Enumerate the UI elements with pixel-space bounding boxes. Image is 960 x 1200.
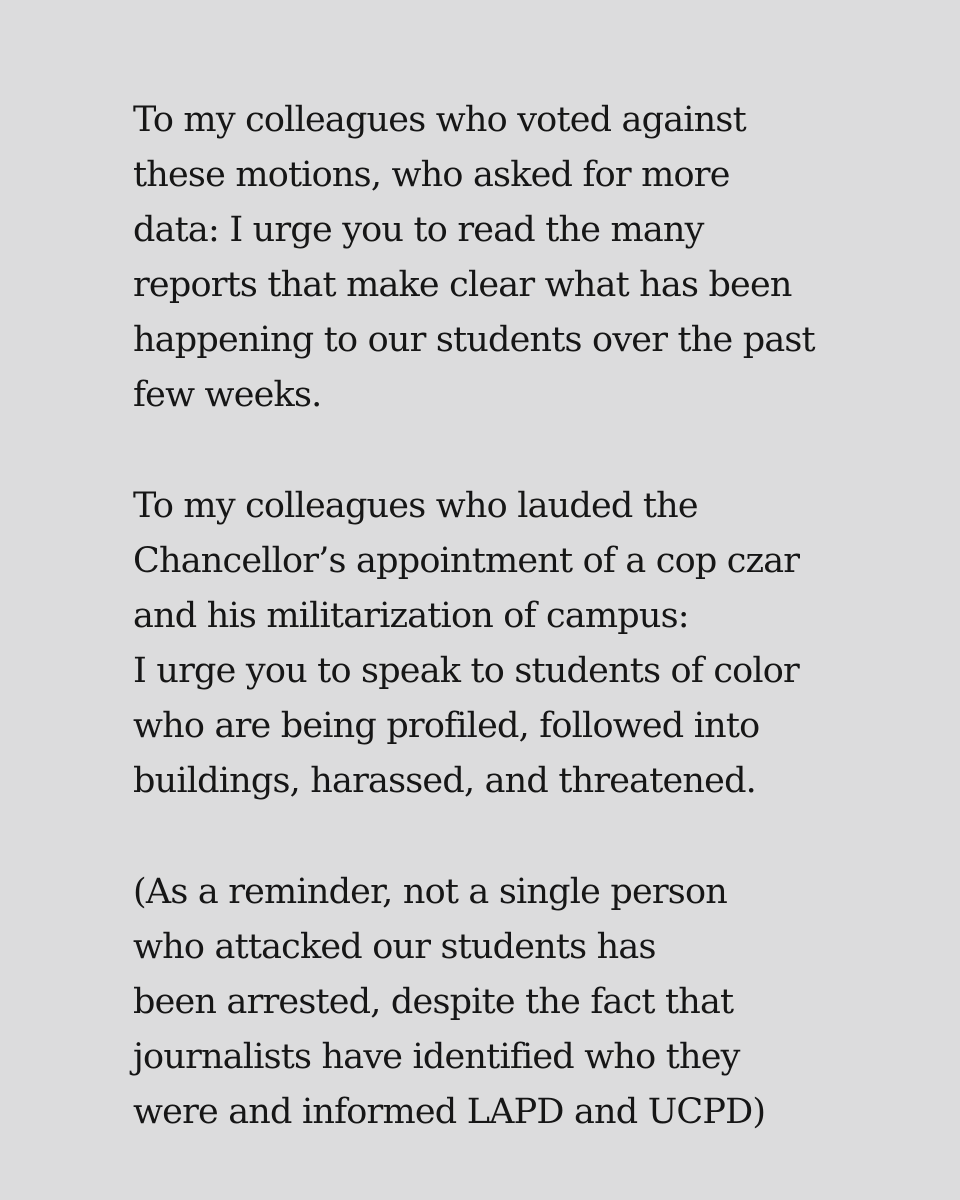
text-line: few weeks. bbox=[133, 375, 322, 415]
text-line: reports that make clear what has been bbox=[133, 265, 792, 305]
text-line: To my colleagues who lauded the bbox=[133, 486, 698, 526]
paragraph-reminder bbox=[133, 865, 913, 1140]
text-line: buildings, harassed, and threatened. bbox=[133, 761, 757, 801]
text-line: happening to our students over the past bbox=[133, 320, 815, 360]
paragraph-colleagues-data bbox=[133, 93, 913, 423]
text-line: data: I urge you to read the many bbox=[133, 210, 704, 250]
text-line: were and informed LAPD and UCPD) bbox=[133, 1092, 766, 1132]
text-line: journalists have identified who they bbox=[133, 1037, 740, 1077]
text-line: To my colleagues who voted against bbox=[133, 100, 746, 140]
text-line: who attacked our students has bbox=[133, 927, 656, 967]
text-line: been arrested, despite the fact that bbox=[133, 982, 734, 1022]
text-line: who are being profiled, followed into bbox=[133, 706, 760, 746]
paragraph-spacer bbox=[133, 423, 913, 479]
paragraph-spacer bbox=[133, 809, 913, 865]
text-line: and his militarization of campus: bbox=[133, 596, 689, 636]
statement-card bbox=[133, 93, 913, 1140]
text-line: Chancellor’s appointment of a cop czar bbox=[133, 541, 800, 581]
text-line: (As a reminder, not a single person bbox=[133, 872, 727, 912]
paragraph-colleagues-chancellor bbox=[133, 479, 913, 809]
text-line: these motions, who asked for more bbox=[133, 155, 730, 195]
text-line: I urge you to speak to students of color bbox=[133, 651, 799, 691]
